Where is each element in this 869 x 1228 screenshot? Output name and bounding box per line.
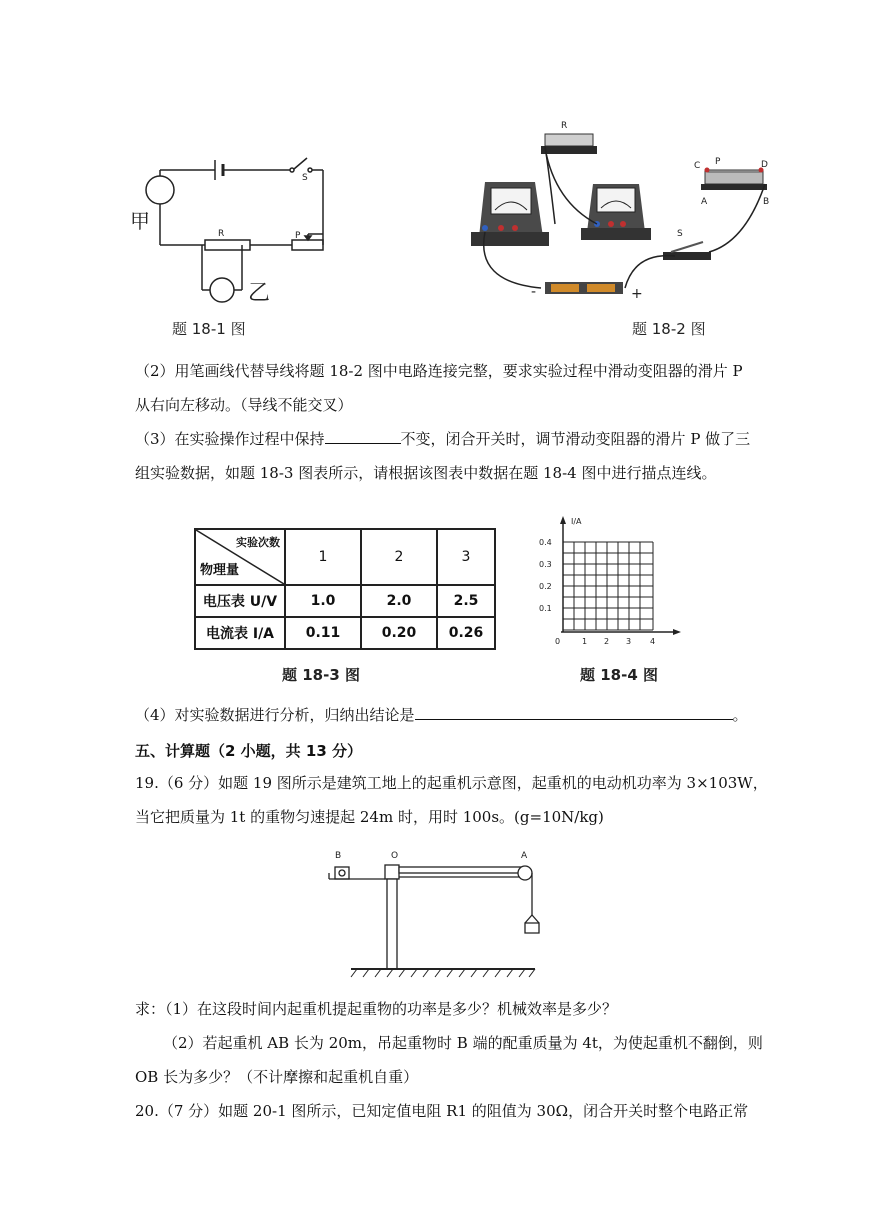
col-header-2: 2	[361, 529, 437, 585]
xtick-4: 4	[650, 637, 656, 646]
y-axis-label: I/A	[571, 517, 582, 526]
caption-18-3: 题 18-3 图	[282, 666, 360, 684]
graph-18-4[interactable]	[535, 512, 685, 652]
row-label-voltage: 电压表 U/V	[195, 585, 285, 617]
q19-line1: 19.（6 分）如题 19 图所示是建筑工地上的起重机示意图，起重机的电动机功率为 3×103W，	[135, 774, 768, 792]
header-bottom: 物理量	[200, 563, 240, 578]
table-corner-cell	[195, 529, 285, 585]
caption-18-1: 题 18-1 图	[172, 320, 246, 338]
q18-part3-prefix: （3）在实验操作过程中保持	[135, 430, 325, 448]
circuit-diagram-18-1	[130, 150, 340, 310]
col-header-3: 3	[437, 529, 495, 585]
q18-part4	[135, 706, 748, 724]
label-a: A	[701, 197, 708, 207]
label-crane-b: B	[335, 851, 342, 861]
cell-voltage-2: 2.0	[361, 585, 437, 617]
q18-part2-line2: 从右向左移动。（导线不能交叉）	[135, 396, 353, 414]
table-row-current	[195, 617, 495, 649]
q20-line1: 20.（7 分）如题 20-1 图所示，已知定值电阻 R1 的阻值为 30Ω，闭合开关时整个电路正常	[135, 1102, 749, 1120]
figure-19-crane	[325, 845, 545, 985]
xtick-2: 2	[604, 637, 610, 646]
crane-diagram	[325, 845, 545, 985]
label-b: B	[763, 197, 770, 207]
header-top: 实验次数	[236, 536, 280, 549]
cell-voltage-1: 1.0	[285, 585, 361, 617]
q19-ask2-line2: OB 长为多少？（不计摩擦和起重机自重）	[135, 1068, 419, 1086]
apparatus-diagram-18-2	[465, 112, 785, 307]
cell-current-1: 0.11	[285, 617, 361, 649]
label-minus: -	[531, 284, 537, 300]
cell-current-3: 0.26	[437, 617, 495, 649]
xtick-1: 1	[582, 637, 588, 646]
ytick-0-2: 0.2	[539, 582, 552, 591]
x-axis-arrow	[673, 629, 681, 635]
label-c: C	[694, 161, 701, 171]
q19-line2: 当它把质量为 1t 的重物匀速提起 24m 时，用时 100s。(g=10N/kg)	[135, 808, 604, 826]
ytick-0-3: 0.3	[539, 560, 552, 569]
label-r2: R	[561, 121, 568, 131]
cell-current-2: 0.20	[361, 617, 437, 649]
q18-part4-prefix: （4）对实验数据进行分析，归纳出结论是	[135, 706, 415, 724]
label-d: D	[761, 160, 768, 170]
xtick-3: 3	[626, 637, 632, 646]
label-crane-o: O	[391, 851, 399, 861]
xtick-0: 0	[555, 637, 561, 646]
q18-part2-line1: （2）用笔画线代替导线将题 18-2 图中电路连接完整，要求实验过程中滑动变阻器的滑片 P	[135, 362, 743, 380]
grid-graph[interactable]	[535, 512, 685, 652]
table-18-3	[194, 528, 496, 650]
row-label-current: 电流表 I/A	[195, 617, 285, 649]
table-header-row	[195, 529, 495, 585]
table-row-voltage	[195, 585, 495, 617]
label-p2: P	[715, 157, 721, 167]
cell-voltage-3: 2.5	[437, 585, 495, 617]
label-crane-a: A	[521, 851, 528, 861]
label-jia: 甲	[130, 209, 150, 233]
y-axis-arrow	[560, 516, 566, 524]
q19-ask1: 求：（1）在这段时间内起重机提起重物的功率是多少？机械效率是多少？	[135, 1000, 618, 1018]
caption-18-2: 题 18-2 图	[632, 320, 706, 338]
q18-part3-line1	[135, 430, 750, 448]
figure-18-2	[465, 112, 785, 307]
col-header-1: 1	[285, 529, 361, 585]
figure-18-1	[130, 150, 340, 310]
section-heading: 五、计算题（2 小题，共 13 分）	[135, 742, 362, 760]
caption-18-4: 题 18-4 图	[580, 666, 658, 684]
q19-ask2-line1: （2）若起重机 AB 长为 20m，吊起重物时 B 端的配重质量为 4t，为使起重机不翻倒，则	[163, 1034, 763, 1052]
q18-part3-line2: 组实验数据，如题 18-3 图表所示，请根据该图表中数据在题 18-4 图中进行描点连线。	[135, 464, 717, 482]
q18-part3-suffix: 不变，闭合开关时，调节滑动变阻器的滑片 P 做了三	[400, 430, 751, 448]
label-r: R	[218, 229, 225, 239]
ytick-0-1: 0.1	[539, 604, 552, 613]
answer-blank-3[interactable]	[325, 443, 401, 444]
label-yi: 乙	[248, 281, 271, 306]
q18-part4-suffix: 。	[732, 706, 748, 724]
label-plus: +	[631, 286, 643, 302]
label-s: S	[302, 173, 308, 183]
ytick-0-4: 0.4	[539, 538, 552, 547]
label-p: P	[295, 231, 301, 241]
answer-blank-4[interactable]	[415, 719, 733, 720]
label-s2: S	[677, 229, 683, 239]
